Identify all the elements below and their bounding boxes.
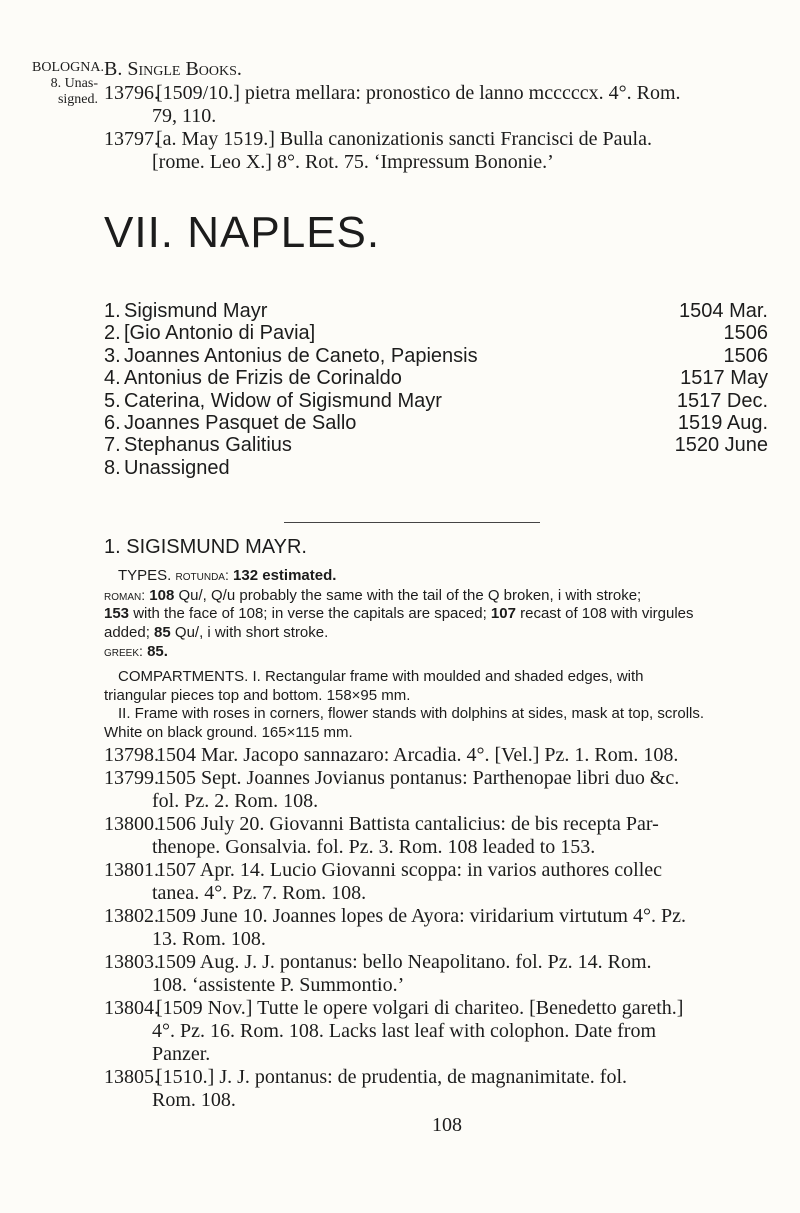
printer-number: 6. bbox=[104, 411, 121, 434]
type-number: 107 bbox=[490, 605, 516, 622]
margin-note bbox=[32, 60, 104, 108]
entry-text: 13. Rom. 108. bbox=[152, 928, 266, 950]
rotunda-value: 132 estimated. bbox=[233, 567, 337, 584]
entry-number: 13804. bbox=[104, 997, 159, 1019]
divider bbox=[284, 522, 540, 523]
entry-number: 13801. bbox=[104, 859, 159, 881]
printer-number: 4. bbox=[104, 367, 121, 390]
printer-number: 7. bbox=[104, 434, 121, 457]
printer-name: Stephanus Galitius bbox=[124, 434, 292, 457]
roman-label: roman: bbox=[104, 586, 146, 603]
printer-name: Joannes Pasquet de Sallo bbox=[124, 411, 357, 434]
entry-number: 13800. bbox=[104, 813, 159, 835]
section-heading: B. Single Books. bbox=[104, 58, 242, 80]
entry-text: 1507 Apr. 14. Lucio Giovanni scoppa: in varios authores collec bbox=[156, 859, 663, 881]
list-item bbox=[104, 322, 768, 344]
compartments-text: II. Frame with roses in corners, flower stands with dolphins at sides, mask at top, scrolls. bbox=[118, 705, 705, 722]
printer-date: 1506 bbox=[723, 344, 768, 367]
printer-date: 1504 Mar. bbox=[679, 300, 768, 322]
list-item bbox=[104, 434, 768, 456]
printer-name: Antonius de Frizis de Corinaldo bbox=[124, 367, 402, 390]
type-number: 153 bbox=[104, 605, 130, 622]
entry-text: 1509 Aug. J. J. pontanus: bello Neapolitano. fol. Pz. 14. Rom. bbox=[156, 951, 652, 973]
printer-name: Joannes Antonius de Caneto, Papiensis bbox=[124, 344, 478, 367]
catalogue-entry bbox=[104, 1066, 770, 1112]
compartments-text: COMPARTMENTS. I. Rectangular frame with moulded and shaded edges, with bbox=[118, 668, 644, 685]
types-text: Qu/, Q/u probably the same with the tail of the Q broken, i with stroke; bbox=[174, 586, 642, 604]
printer-date: 1517 May bbox=[680, 367, 768, 390]
printer-number: 8. bbox=[104, 456, 121, 479]
list-item bbox=[104, 300, 768, 322]
catalogue-entry bbox=[104, 813, 770, 859]
entry-text: 1509 June 10. Joannes lopes de Ayora: viridarium virtutum 4°. Pz. bbox=[156, 905, 686, 927]
list-item bbox=[104, 345, 768, 367]
entry-text: 79, 110. bbox=[152, 105, 217, 127]
compartments-paragraph bbox=[104, 668, 772, 742]
types-paragraph bbox=[104, 566, 772, 662]
entry-text: Panzer. bbox=[152, 1043, 211, 1065]
entry-number: 13803. bbox=[104, 951, 159, 973]
entry-text: 1504 Mar. Jacopo sannazaro: Arcadia. 4°. [Vel.] Pz. 1. Rom. 108. bbox=[156, 744, 679, 766]
entry-text: [1509/10.] pietra mellara: pronostico de lanno mcccccx. 4°. Rom. bbox=[156, 82, 681, 104]
entry-text: 1506 July 20. Giovanni Battista cantalicius: de bis recepta Par- bbox=[156, 813, 659, 835]
rotunda-label: rotunda: bbox=[175, 567, 229, 583]
types-text: Qu/, i with short stroke. bbox=[170, 623, 329, 641]
compartments-text: triangular pieces top and bottom. 158×95 mm. bbox=[104, 686, 411, 704]
list-item bbox=[104, 367, 768, 389]
printer-number: 3. bbox=[104, 344, 121, 367]
entry-text: [rome. Leo X.] 8°. Rot. 75. ‘Impressum Bononie.’ bbox=[152, 151, 554, 173]
entry-text: fol. Pz. 2. Rom. 108. bbox=[152, 790, 319, 812]
catalogue-entry bbox=[104, 951, 770, 997]
entry-text: 4°. Pz. 16. Rom. 108. Lacks last leaf with colophon. Date from bbox=[152, 1020, 657, 1042]
entry-number: 13799. bbox=[104, 767, 159, 789]
compartments-text: White on black ground. 165×115 mm. bbox=[104, 723, 353, 741]
entry-text: 1505 Sept. Joannes Jovianus pontanus: Parthenopae libri duo &c. bbox=[156, 767, 680, 789]
entry-number: 13805. bbox=[104, 1066, 159, 1088]
printer-heading: 1. SIGISMUND MAYR. bbox=[104, 536, 307, 558]
printer-date: 1506 bbox=[723, 322, 768, 345]
printers-list bbox=[104, 300, 768, 479]
entry-text: thenope. Gonsalvia. fol. Pz. 3. Rom. 108 leaded to 153. bbox=[152, 836, 596, 858]
list-item bbox=[104, 457, 768, 479]
catalogue-entry bbox=[104, 128, 770, 174]
entry-text: 108. ‘assistente P. Summontio.’ bbox=[152, 974, 405, 996]
printer-date: 1519 Aug. bbox=[677, 411, 768, 434]
greek-label: greek: bbox=[104, 643, 143, 659]
printer-date: 1517 Dec. bbox=[676, 389, 768, 412]
entry-text: Rom. 108. bbox=[152, 1089, 236, 1111]
entry-number: 13802. bbox=[104, 905, 159, 927]
types-label: TYPES. bbox=[118, 567, 172, 584]
greek-value: 85. bbox=[147, 643, 168, 660]
margin-city: BOLOGNA. bbox=[32, 60, 104, 75]
catalogue-entry bbox=[104, 744, 770, 767]
entry-number: 13796. bbox=[104, 82, 159, 104]
list-item bbox=[104, 390, 768, 412]
printer-number: 2. bbox=[104, 322, 121, 345]
entry-text: [1509 Nov.] Tutte le opere volgari di chariteo. [Benedetto gareth.] bbox=[156, 997, 684, 1019]
type-number: 108 bbox=[149, 586, 175, 604]
types-text: added; bbox=[104, 623, 155, 641]
chapter-title: VII. NAPLES. bbox=[104, 208, 381, 257]
catalogue-entry bbox=[104, 767, 770, 813]
catalogue-entry bbox=[104, 997, 770, 1066]
printer-number: 1. bbox=[104, 300, 121, 322]
entry-number: 13798. bbox=[104, 744, 159, 766]
catalogue-entry bbox=[104, 905, 770, 951]
printer-name: Unassigned bbox=[124, 456, 230, 479]
margin-line-2: signed. bbox=[57, 92, 98, 107]
printer-name: Sigismund Mayr bbox=[124, 300, 268, 322]
printer-name: [Gio Antonio di Pavia] bbox=[124, 322, 316, 345]
entry-text: tanea. 4°. Pz. 7. Rom. 108. bbox=[152, 882, 367, 904]
catalogue-entry bbox=[104, 859, 770, 905]
entry-number: 13797. bbox=[104, 128, 159, 150]
types-text: recast of 108 with virgules bbox=[515, 605, 694, 622]
list-item bbox=[104, 412, 768, 434]
type-number: 85 bbox=[154, 623, 171, 641]
catalogue-entry bbox=[104, 82, 770, 128]
printer-date: 1520 June bbox=[674, 434, 768, 457]
printer-number: 5. bbox=[104, 389, 121, 412]
margin-line-1: 8. Unas- bbox=[50, 76, 98, 91]
types-text: with the face of 108; in verse the capitals are spaced; bbox=[129, 605, 491, 622]
entry-text: [a. May 1519.] Bulla canonizationis sancti Francisci de Paula. bbox=[156, 128, 652, 150]
printer-name: Caterina, Widow of Sigismund Mayr bbox=[124, 389, 442, 412]
entry-text: [1510.] J. J. pontanus: de prudentia, de magnanimitate. fol. bbox=[156, 1066, 628, 1088]
page-number: 108 bbox=[432, 1114, 462, 1136]
